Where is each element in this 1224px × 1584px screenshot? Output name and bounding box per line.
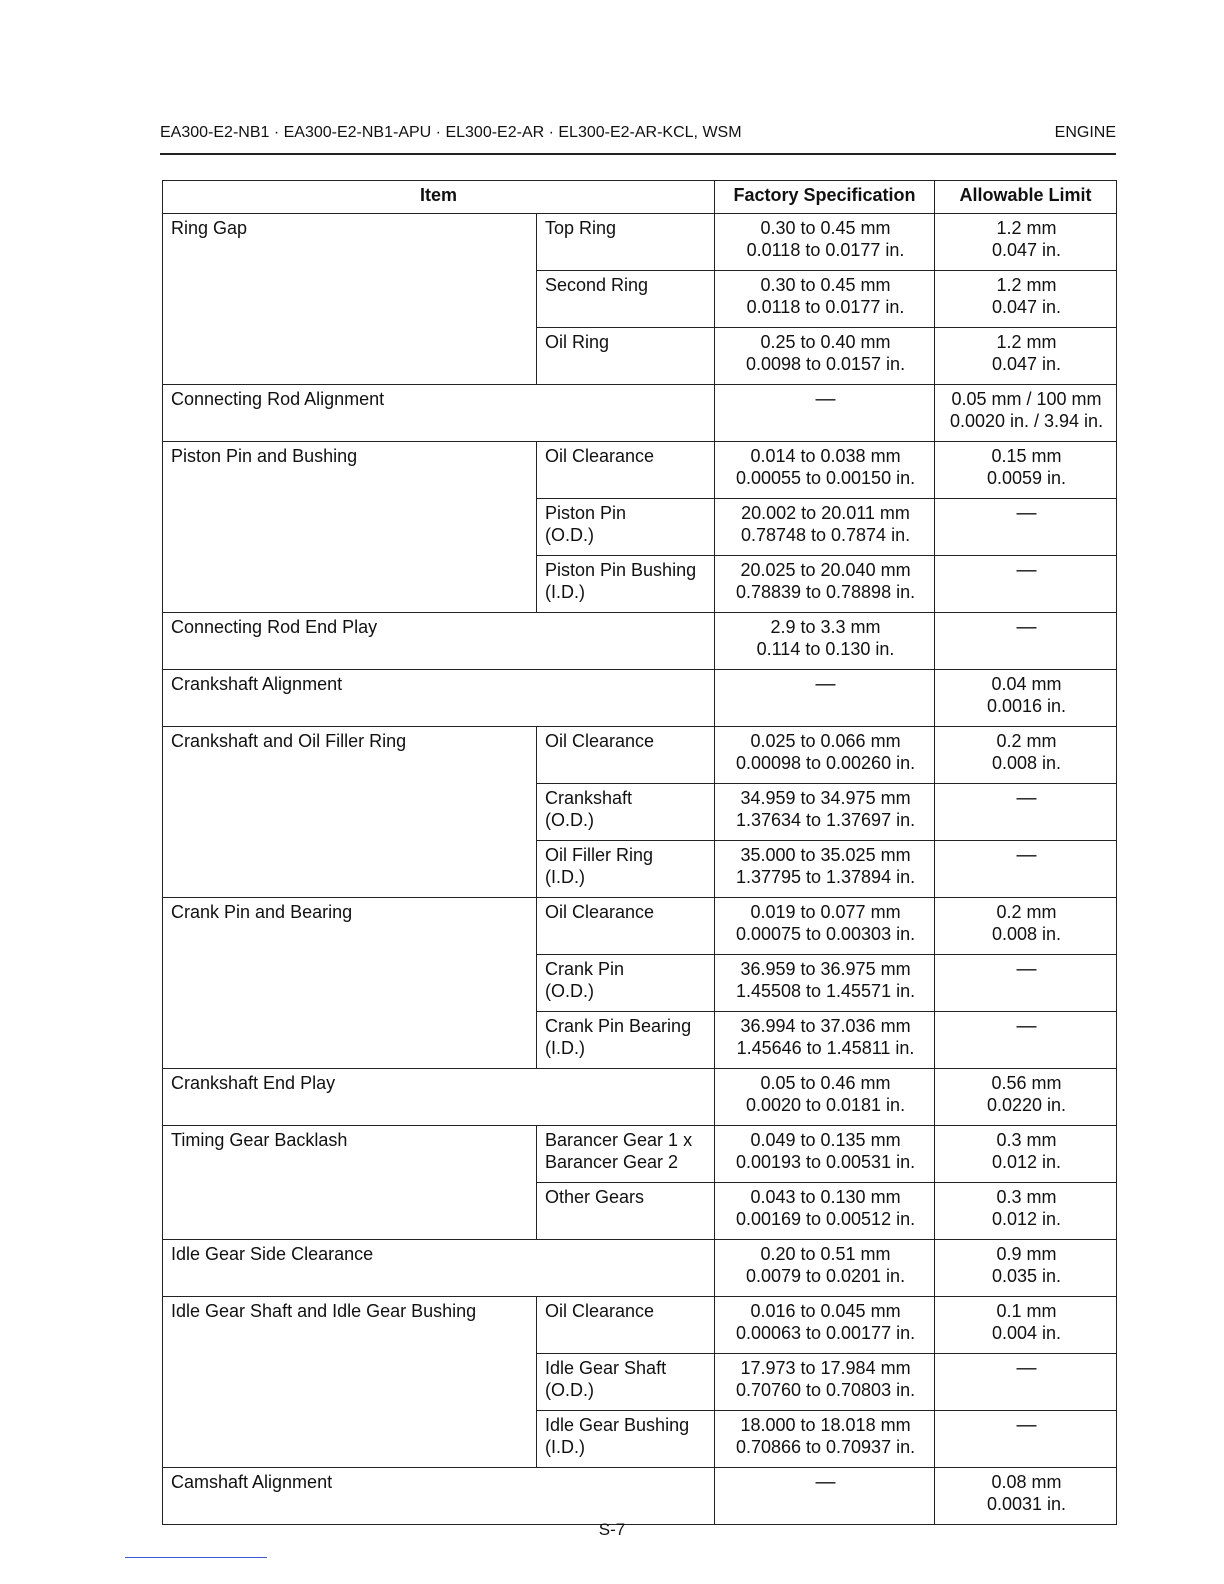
- allowable-limit-empty: —: [935, 1012, 1117, 1069]
- factory-specification: [715, 613, 935, 670]
- sub-item: [537, 784, 715, 841]
- factory-specification: [715, 1240, 935, 1297]
- sub-item-line: Top Ring: [545, 218, 617, 238]
- item-name: Crank Pin and Bearing: [163, 898, 537, 1069]
- sub-item: [537, 271, 715, 328]
- allowable-limit-empty: —: [935, 556, 1117, 613]
- factory-spec-line: 0.78748 to 0.7874 in.: [740, 525, 911, 545]
- allowable-limit: [935, 727, 1117, 784]
- allowable-limit-line: 0.004 in.: [991, 1323, 1062, 1343]
- allowable-limit-line: 0.012 in.: [991, 1209, 1062, 1229]
- allowable-limit: [935, 1468, 1117, 1525]
- allowable-limit-line: 0.035 in.: [991, 1266, 1062, 1286]
- table-header-row: [163, 181, 1117, 214]
- table-row: [163, 1297, 1117, 1354]
- allowable-limit: [935, 1240, 1117, 1297]
- factory-spec-line: 0.25 to 0.40 mm: [760, 332, 891, 352]
- item-name: Ring Gap: [163, 214, 537, 385]
- allowable-limit-line: 0.08 mm: [991, 1472, 1062, 1492]
- table-row: [163, 1240, 1117, 1297]
- factory-specification: [715, 1297, 935, 1354]
- allowable-limit: [935, 670, 1117, 727]
- factory-spec-line: 18.000 to 18.018 mm: [740, 1415, 911, 1435]
- allowable-limit-line: 0.04 mm: [991, 674, 1062, 694]
- sub-item-line: Oil Clearance: [545, 731, 655, 751]
- factory-spec-line: 36.994 to 37.036 mm: [740, 1016, 911, 1036]
- allowable-limit-empty: —: [935, 613, 1117, 670]
- factory-spec-line: 0.00063 to 0.00177 in.: [735, 1323, 916, 1343]
- sub-item: [537, 1012, 715, 1069]
- table-row: [163, 385, 1117, 442]
- factory-specification: [715, 1126, 935, 1183]
- factory-spec-line: 2.9 to 3.3 mm: [770, 617, 881, 637]
- allowable-limit-empty: —: [935, 955, 1117, 1012]
- sub-item-line: Crank Pin Bearing: [545, 1016, 692, 1036]
- factory-specification: [715, 214, 935, 271]
- allowable-limit-line: 1.2 mm: [996, 218, 1057, 238]
- sub-item: [537, 442, 715, 499]
- allowable-limit-line: 1.2 mm: [996, 332, 1057, 352]
- factory-spec-line: 35.000 to 35.025 mm: [740, 845, 911, 865]
- allowable-limit-line: 0.047 in.: [991, 354, 1062, 374]
- factory-spec-line: 0.0079 to 0.0201 in.: [745, 1266, 906, 1286]
- sub-item: [537, 898, 715, 955]
- sub-item-line: Piston Pin: [545, 503, 627, 523]
- sub-item-line: Idle Gear Bushing: [545, 1415, 690, 1435]
- allowable-limit: [935, 1183, 1117, 1240]
- allowable-limit-line: 0.3 mm: [996, 1130, 1057, 1150]
- item-name: Connecting Rod Alignment: [163, 385, 715, 442]
- allowable-limit-line: 0.008 in.: [991, 924, 1062, 944]
- allowable-limit-line: 0.3 mm: [996, 1187, 1057, 1207]
- sub-item-line: (I.D.): [545, 582, 585, 602]
- item-name: Idle Gear Shaft and Idle Gear Bushing: [163, 1297, 537, 1468]
- allowable-limit-empty: —: [935, 1354, 1117, 1411]
- factory-spec-line: 0.043 to 0.130 mm: [750, 1187, 901, 1207]
- factory-spec-line: 1.37634 to 1.37697 in.: [735, 810, 916, 830]
- header-factory-specification: Factory Specification: [715, 181, 935, 214]
- factory-spec-line: 0.0118 to 0.0177 in.: [746, 297, 905, 317]
- sub-item-line: (I.D.): [545, 1038, 585, 1058]
- sub-item: [537, 214, 715, 271]
- table-row: [163, 1069, 1117, 1126]
- allowable-limit-empty: —: [935, 784, 1117, 841]
- sub-item-line: Oil Filler Ring: [545, 845, 654, 865]
- allowable-limit-line: 0.56 mm: [991, 1073, 1062, 1093]
- sub-item-line: (O.D.): [545, 981, 594, 1001]
- sub-item: [537, 1183, 715, 1240]
- allowable-limit: [935, 1069, 1117, 1126]
- specification-table: [162, 180, 1117, 1525]
- factory-spec-line: 0.78839 to 0.78898 in.: [735, 582, 916, 602]
- factory-spec-line: 17.973 to 17.984 mm: [740, 1358, 911, 1378]
- sub-item: [537, 556, 715, 613]
- sub-item: [537, 1354, 715, 1411]
- factory-spec-line: 0.0118 to 0.0177 in.: [746, 240, 905, 260]
- factory-spec-line: 0.049 to 0.135 mm: [750, 1130, 901, 1150]
- sub-item-line: Idle Gear Shaft: [545, 1358, 667, 1378]
- sub-item-line: Barancer Gear 2: [545, 1152, 679, 1172]
- allowable-limit-line: 0.15 mm: [991, 446, 1062, 466]
- sub-item-line: Barancer Gear 1 x: [545, 1130, 693, 1150]
- factory-specification: [715, 727, 935, 784]
- sub-item-line: (I.D.): [545, 1437, 585, 1457]
- sub-item: [537, 1411, 715, 1468]
- factory-specification: [715, 271, 935, 328]
- item-name: Crankshaft End Play: [163, 1069, 715, 1126]
- sub-item-line: Oil Clearance: [545, 446, 655, 466]
- factory-specification-empty: —: [715, 1468, 935, 1525]
- table-body: [163, 214, 1117, 1525]
- factory-spec-line: 0.0020 to 0.0181 in.: [745, 1095, 906, 1115]
- allowable-limit: [935, 214, 1117, 271]
- table-row: [163, 214, 1117, 271]
- header-allowable-limit: Allowable Limit: [935, 181, 1117, 214]
- item-name: Crankshaft and Oil Filler Ring: [163, 727, 537, 898]
- factory-spec-line: 0.30 to 0.45 mm: [760, 218, 891, 238]
- factory-spec-line: 0.025 to 0.066 mm: [750, 731, 901, 751]
- sub-item-line: (O.D.): [545, 525, 594, 545]
- factory-specification: [715, 1183, 935, 1240]
- sub-item: [537, 727, 715, 784]
- allowable-limit-empty: —: [935, 841, 1117, 898]
- factory-spec-line: 0.00055 to 0.00150 in.: [735, 468, 916, 488]
- factory-specification: [715, 556, 935, 613]
- factory-spec-line: 0.20 to 0.51 mm: [760, 1244, 891, 1264]
- factory-specification: [715, 784, 935, 841]
- factory-spec-line: 0.019 to 0.077 mm: [750, 902, 901, 922]
- factory-spec-line: 0.00193 to 0.00531 in.: [735, 1152, 916, 1172]
- item-name: Connecting Rod End Play: [163, 613, 715, 670]
- table-row: [163, 670, 1117, 727]
- factory-spec-line: 0.00098 to 0.00260 in.: [735, 753, 916, 773]
- factory-spec-line: 0.30 to 0.45 mm: [760, 275, 891, 295]
- factory-specification: [715, 1012, 935, 1069]
- factory-spec-line: 1.45508 to 1.45571 in.: [735, 981, 916, 1001]
- allowable-limit: [935, 1297, 1117, 1354]
- item-name: Piston Pin and Bushing: [163, 442, 537, 613]
- factory-spec-line: 0.00169 to 0.00512 in.: [735, 1209, 916, 1229]
- factory-specification: [715, 442, 935, 499]
- section-title: ENGINE: [1054, 124, 1116, 141]
- factory-spec-line: 36.959 to 36.975 mm: [740, 959, 911, 979]
- sub-item: [537, 1126, 715, 1183]
- sub-item-line: (O.D.): [545, 810, 594, 830]
- factory-spec-line: 0.70866 to 0.70937 in.: [735, 1437, 916, 1457]
- allowable-limit-line: 0.0016 in.: [986, 696, 1067, 716]
- factory-spec-line: 20.025 to 20.040 mm: [740, 560, 911, 580]
- sub-item: [537, 328, 715, 385]
- factory-specification: [715, 841, 935, 898]
- table-row: [163, 1126, 1117, 1183]
- sub-item-line: Crank Pin: [545, 959, 625, 979]
- factory-specification: [715, 955, 935, 1012]
- factory-spec-line: 0.70760 to 0.70803 in.: [735, 1380, 916, 1400]
- factory-spec-line: 0.014 to 0.038 mm: [750, 446, 901, 466]
- factory-spec-line: 0.0098 to 0.0157 in.: [745, 354, 906, 374]
- allowable-limit: [935, 442, 1117, 499]
- sub-item-line: (I.D.): [545, 867, 585, 887]
- factory-specification: [715, 898, 935, 955]
- sub-item-line: Crankshaft: [545, 788, 633, 808]
- allowable-limit-empty: —: [935, 499, 1117, 556]
- allowable-limit: [935, 1126, 1117, 1183]
- allowable-limit: [935, 898, 1117, 955]
- sub-item-line: Oil Ring: [545, 332, 610, 352]
- factory-specification-empty: —: [715, 670, 935, 727]
- factory-specification: [715, 1354, 935, 1411]
- model-list: EA300-E2-NB1 · EA300-E2-NB1-APU · EL300-E2-AR · EL300-E2-AR-KCL, WSM: [160, 124, 742, 141]
- allowable-limit: [935, 328, 1117, 385]
- sub-item: [537, 1297, 715, 1354]
- allowable-limit-line: 0.0220 in.: [986, 1095, 1067, 1115]
- allowable-limit-line: 0.047 in.: [991, 240, 1062, 260]
- page-number: S-7: [598, 1520, 626, 1539]
- allowable-limit-line: 0.9 mm: [996, 1244, 1057, 1264]
- allowable-limit-empty: —: [935, 1411, 1117, 1468]
- allowable-limit-line: 0.2 mm: [996, 731, 1057, 751]
- allowable-limit-line: 0.05 mm / 100 mm: [951, 389, 1102, 409]
- allowable-limit-line: 0.012 in.: [991, 1152, 1062, 1172]
- item-name: Timing Gear Backlash: [163, 1126, 537, 1240]
- sub-item-line: Oil Clearance: [545, 902, 655, 922]
- header-item: Item: [163, 181, 715, 214]
- factory-spec-line: 1.45646 to 1.45811 in.: [736, 1038, 915, 1058]
- item-name: Idle Gear Side Clearance: [163, 1240, 715, 1297]
- factory-spec-line: 34.959 to 34.975 mm: [740, 788, 911, 808]
- allowable-limit: [935, 271, 1117, 328]
- table-row: [163, 898, 1117, 955]
- item-name: Camshaft Alignment: [163, 1468, 715, 1525]
- factory-spec-line: 1.37795 to 1.37894 in.: [735, 867, 916, 887]
- factory-spec-line: 0.016 to 0.045 mm: [750, 1301, 901, 1321]
- allowable-limit-line: 0.0059 in.: [986, 468, 1067, 488]
- factory-specification-empty: —: [715, 385, 935, 442]
- allowable-limit-line: 0.047 in.: [991, 297, 1062, 317]
- factory-specification: [715, 499, 935, 556]
- sub-item: [537, 841, 715, 898]
- table-row: [163, 727, 1117, 784]
- table-row: [163, 442, 1117, 499]
- sub-item: [537, 955, 715, 1012]
- factory-specification: [715, 328, 935, 385]
- sub-item: [537, 499, 715, 556]
- allowable-limit-line: 0.2 mm: [996, 902, 1057, 922]
- table-row: [163, 1468, 1117, 1525]
- header-rule: [160, 153, 1116, 155]
- factory-specification: [715, 1069, 935, 1126]
- allowable-limit-line: 0.0031 in.: [986, 1494, 1067, 1514]
- factory-specification: [715, 1411, 935, 1468]
- allowable-limit-line: 0.008 in.: [991, 753, 1062, 773]
- item-name: Crankshaft Alignment: [163, 670, 715, 727]
- bottom-link-line: [125, 1557, 267, 1558]
- sub-item-line: Oil Clearance: [545, 1301, 655, 1321]
- factory-spec-line: 20.002 to 20.011 mm: [741, 503, 910, 523]
- sub-item-line: Other Gears: [545, 1187, 645, 1207]
- factory-spec-line: 0.05 to 0.46 mm: [760, 1073, 891, 1093]
- factory-spec-line: 0.114 to 0.130 in.: [756, 639, 895, 659]
- factory-spec-line: 0.00075 to 0.00303 in.: [735, 924, 916, 944]
- sub-item-line: Second Ring: [545, 275, 649, 295]
- allowable-limit-line: 1.2 mm: [996, 275, 1057, 295]
- sub-item-line: Piston Pin Bushing: [545, 560, 697, 580]
- allowable-limit: [935, 385, 1117, 442]
- allowable-limit-line: 0.1 mm: [996, 1301, 1057, 1321]
- allowable-limit-line: 0.0020 in. / 3.94 in.: [949, 411, 1104, 431]
- sub-item-line: (O.D.): [545, 1380, 594, 1400]
- table-row: [163, 613, 1117, 670]
